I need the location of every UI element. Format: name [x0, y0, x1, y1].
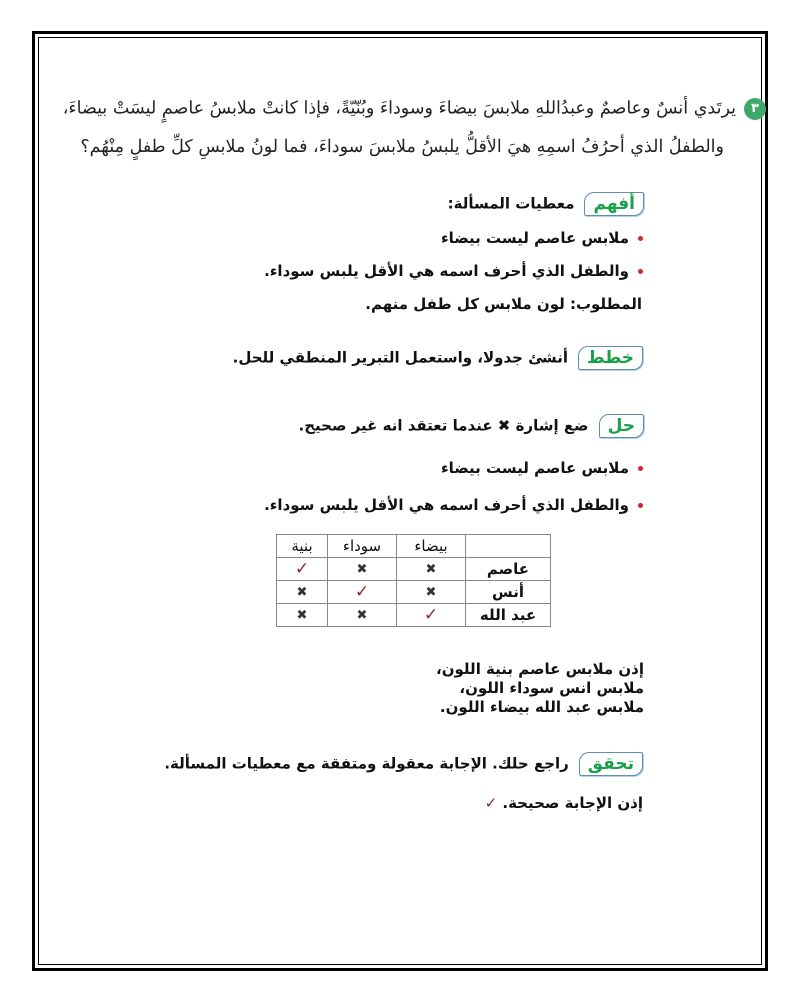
solve-tab: حل [599, 414, 644, 438]
row-name: عاصم [466, 558, 551, 581]
bullet-icon [638, 503, 643, 508]
solve-row [299, 414, 644, 438]
cross-mark-icon: ✖ [277, 581, 328, 604]
problem-line-2: والطفلُ الذي أحرُفُ اسمِهِ هيَ الأقلُّ يلبسُ ملابسَ سوداءَ، فما لونُ ملابسِ كلِّ طفلٍ مِنْهُم؟ [80, 137, 724, 157]
solve-text: ضع إشارة ✖ عندما تعتقد انه غير صحيح. [298, 416, 589, 435]
check-mark-icon: ✓ [484, 794, 498, 812]
understand-given-2: والطفل الذي أحرف اسمه هي الأقل يلبس سوداء. [264, 262, 643, 280]
understand-tab: أفهم [584, 192, 644, 216]
bullet-icon [638, 269, 643, 274]
final-answer: إذن الإجابة صحيحة. ✓ [484, 794, 643, 812]
check-row [164, 752, 643, 776]
cross-mark-icon: ✖ [397, 581, 466, 604]
table-header-row [277, 535, 551, 558]
understand-given-1: ملابس عاصم ليست بيضاء [441, 229, 643, 247]
cross-mark-icon: ✖ [328, 604, 397, 627]
table-row [277, 604, 551, 627]
solve-given-2: والطفل الذي أحرف اسمه هي الأقل يلبس سوداء. [264, 496, 643, 514]
conclusion-line-2: ملابس انس سوداء اللون، [459, 679, 644, 697]
check-mark-icon: ✓ [277, 558, 328, 581]
problem-line-1: ٣يرتَدي أنسٌ وعاصمٌ وعبدُاللهِ ملابسَ بيضاءَ وسوداءَ وبُنّيّةً، فإذا كانتْ ملابسُ عاصمٍ ليسَتْ بيضاءَ، [63, 98, 766, 120]
cross-mark-icon: ✖ [397, 558, 466, 581]
bullet-icon [638, 236, 643, 241]
table-header-cell [466, 535, 551, 558]
table-header-cell: بيضاء [397, 535, 466, 558]
conclusion-line-1: إذن ملابس عاصم بنية اللون، [436, 660, 644, 678]
understand-heading-row [448, 192, 644, 216]
plan-text: أنشئ جدولا، واستعمل التبرير المنطقي للحل. [232, 348, 568, 367]
row-name: عبد الله [466, 604, 551, 627]
understand-heading: معطيات المسألة: [447, 194, 575, 213]
logic-table [276, 534, 551, 627]
check-mark-icon: ✓ [397, 604, 466, 627]
check-tab: تحقق [579, 752, 643, 776]
cross-mark-icon: ✖ [328, 558, 397, 581]
solve-given-1: ملابس عاصم ليست بيضاء [441, 459, 643, 477]
table-row [277, 558, 551, 581]
cross-mark-icon: ✖ [277, 604, 328, 627]
table-header-cell: بنية [277, 535, 328, 558]
problem-number-badge: ٣ [744, 98, 766, 120]
plan-tab: خطط [578, 346, 643, 370]
required-text: المطلوب: لون ملابس كل طفل منهم. [365, 295, 642, 313]
table-row [277, 581, 551, 604]
check-mark-icon: ✓ [328, 581, 397, 604]
bullet-icon [638, 466, 643, 471]
row-name: أنس [466, 581, 551, 604]
check-text: راجع حلك. الإجابة معقولة ومتفقة مع معطيات المسألة. [164, 754, 569, 773]
plan-row [233, 346, 643, 370]
conclusion-line-3: ملابس عبد الله بيضاء اللون. [439, 698, 644, 716]
table-header-cell: سوداء [328, 535, 397, 558]
